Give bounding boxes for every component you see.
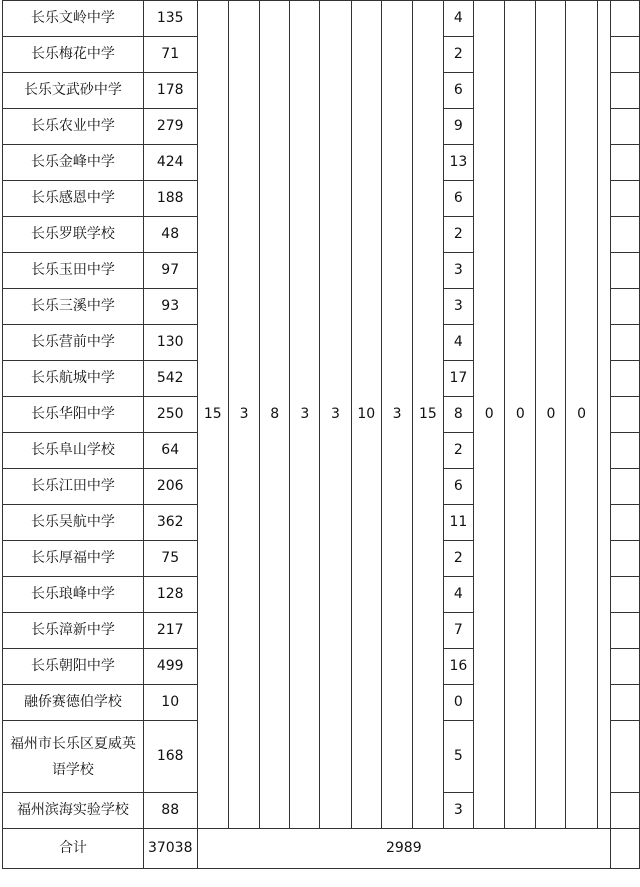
merged-allocation-left: 3 [290, 1, 320, 829]
school-name: 长乐阜山学校 [3, 433, 144, 469]
student-count: 542 [143, 361, 197, 397]
school-name: 长乐文武砂中学 [3, 73, 144, 109]
quota-count: 6 [443, 73, 474, 109]
merged-allocation-left: 3 [320, 1, 351, 829]
student-count: 279 [143, 109, 197, 145]
school-name: 长乐航城中学 [3, 361, 144, 397]
table-body [3, 1, 640, 869]
note-cell [611, 613, 640, 649]
quota-count: 2 [443, 217, 474, 253]
student-count: 10 [143, 685, 197, 721]
school-name: 长乐厚福中学 [3, 541, 144, 577]
note-cell [611, 721, 640, 793]
note-cell [611, 433, 640, 469]
school-name: 长乐梅花中学 [3, 37, 144, 73]
note-cell [611, 469, 640, 505]
note-cell [611, 289, 640, 325]
school-name: 长乐罗联学校 [3, 217, 144, 253]
student-count: 168 [143, 721, 197, 793]
note-cell [611, 325, 640, 361]
note-cell [611, 109, 640, 145]
school-name: 长乐玉田中学 [3, 253, 144, 289]
note-cell [611, 577, 640, 613]
school-name: 长乐华阳中学 [3, 397, 144, 433]
quota-count: 7 [443, 613, 474, 649]
total-students: 37038 [143, 829, 197, 869]
student-count: 48 [143, 217, 197, 253]
student-count: 178 [143, 73, 197, 109]
quota-count: 2 [443, 433, 474, 469]
note-cell [611, 685, 640, 721]
student-count: 217 [143, 613, 197, 649]
total-row [3, 829, 640, 869]
student-count: 75 [143, 541, 197, 577]
student-count: 128 [143, 577, 197, 613]
merged-allocation-left: 15 [413, 1, 444, 829]
student-count: 188 [143, 181, 197, 217]
quota-count: 0 [443, 685, 474, 721]
merged-allocation-right: 0 [505, 1, 536, 829]
merged-allocation-left: 10 [351, 1, 382, 829]
total-note [611, 829, 640, 869]
quota-count: 17 [443, 361, 474, 397]
note-cell [611, 505, 640, 541]
quota-count: 3 [443, 253, 474, 289]
table-row [3, 1, 640, 37]
school-name: 长乐感恩中学 [3, 181, 144, 217]
quota-count: 3 [443, 289, 474, 325]
school-name: 长乐金峰中学 [3, 145, 144, 181]
blank-column [597, 1, 610, 829]
school-name: 长乐朝阳中学 [3, 649, 144, 685]
merged-allocation-left: 3 [382, 1, 413, 829]
note-cell [611, 1, 640, 37]
student-count: 206 [143, 469, 197, 505]
total-label: 合计 [3, 829, 144, 869]
student-count: 88 [143, 793, 197, 829]
merged-allocation-right: 0 [536, 1, 566, 829]
student-count: 71 [143, 37, 197, 73]
quota-count: 8 [443, 397, 474, 433]
merged-allocation-right: 0 [474, 1, 505, 829]
quota-count: 2 [443, 37, 474, 73]
note-cell [611, 649, 640, 685]
quota-count: 13 [443, 145, 474, 181]
quota-count: 6 [443, 469, 474, 505]
quota-count: 4 [443, 1, 474, 37]
school-name: 长乐农业中学 [3, 109, 144, 145]
quota-count: 3 [443, 793, 474, 829]
school-name: 长乐营前中学 [3, 325, 144, 361]
student-count: 362 [143, 505, 197, 541]
note-cell [611, 793, 640, 829]
merged-allocation-right: 0 [566, 1, 597, 829]
note-cell [611, 73, 640, 109]
student-count: 97 [143, 253, 197, 289]
note-cell [611, 541, 640, 577]
quota-count: 11 [443, 505, 474, 541]
quota-count: 16 [443, 649, 474, 685]
school-name: 长乐三溪中学 [3, 289, 144, 325]
school-name: 长乐江田中学 [3, 469, 144, 505]
student-count: 499 [143, 649, 197, 685]
school-name: 长乐文岭中学 [3, 1, 144, 37]
school-name: 长乐吴航中学 [3, 505, 144, 541]
note-cell [611, 145, 640, 181]
merged-allocation-left: 15 [197, 1, 228, 829]
note-cell [611, 37, 640, 73]
student-count: 424 [143, 145, 197, 181]
quota-table-sheet [2, 0, 640, 869]
total-quota: 2989 [197, 829, 611, 869]
school-name: 长乐琅峰中学 [3, 577, 144, 613]
note-cell [611, 253, 640, 289]
school-name: 福州滨海实验学校 [3, 793, 144, 829]
note-cell [611, 397, 640, 433]
quota-count: 4 [443, 577, 474, 613]
student-count: 93 [143, 289, 197, 325]
student-count: 130 [143, 325, 197, 361]
quota-count: 9 [443, 109, 474, 145]
quota-count: 5 [443, 721, 474, 793]
quota-count: 2 [443, 541, 474, 577]
student-count: 250 [143, 397, 197, 433]
note-cell [611, 181, 640, 217]
note-cell [611, 217, 640, 253]
merged-allocation-left: 3 [229, 1, 260, 829]
quota-count: 4 [443, 325, 474, 361]
school-name: 福州市长乐区夏威英语学校 [3, 721, 144, 793]
student-count: 135 [143, 1, 197, 37]
merged-allocation-left: 8 [260, 1, 290, 829]
quota-count: 6 [443, 181, 474, 217]
school-name: 长乐漳新中学 [3, 613, 144, 649]
student-count: 64 [143, 433, 197, 469]
note-cell [611, 361, 640, 397]
school-name: 融侨赛德伯学校 [3, 685, 144, 721]
quota-table [2, 0, 640, 869]
